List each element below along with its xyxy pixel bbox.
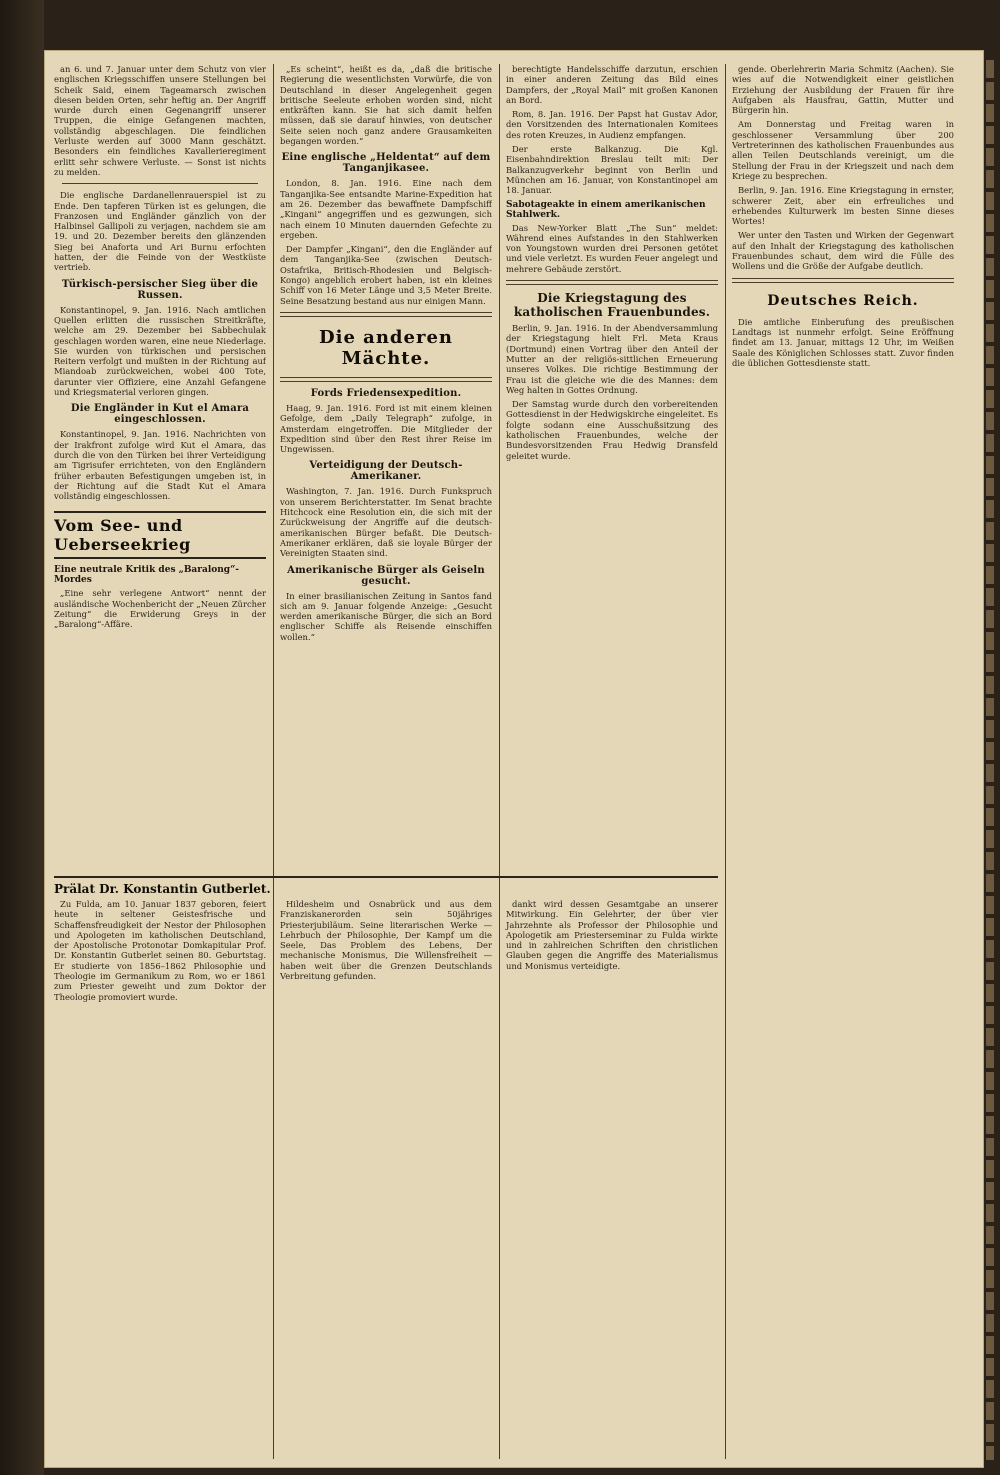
article-text: Konstantinopel, 9. Jan. 1916. Nach amtlichen Quellen erlitten die russischen Streitkräfte, welche am 29. Dezember bei Sabbechulak geschlagen worden waren, eine neue Niederlage. Sie wurden von türkischen und persischen Reitern verfolgt und mußten in der Richtung auf Miandoab zurückweichen, wobei 400 Tote, darunter vier Offiziere, eine Anzahl Gefangene und Kriegsmaterial verloren gingen.	[54, 304, 266, 398]
column-4	[732, 64, 954, 1459]
newspaper-page	[44, 50, 984, 1468]
article-headline: Die Engländer in Kut el Amara eingeschlossen.	[70, 403, 250, 426]
article-text: an 6. und 7. Januar unter dem Schutz von vier englischen Kriegsschiffen unsere Stellungen bei Scheik Said, einem Tageamarsch zwischen diesen beiden Orten, sehr heftig an. Der Angriff wurde durch einen Gegenangriff unserer Truppen, die einige Gefangenen machten, vollständig abgeschlagen. Die feindlichen Verluste werden auf 3000 Mann geschätzt. Besonders ein feindliches Kavallerieregiment erlitt sehr schwere Verluste. — Sonst ist nichts zu melden.	[54, 64, 266, 177]
article-text: Haag, 9. Jan. 1916. Ford ist mit einem kleinen Gefolge, dem „Daily Telegraph“ zufolge, in Amsterdam eingetroffen. Die Mitglieder der Expedition sind über den Rest ihrer Reise im Ungewissen.	[280, 402, 492, 455]
column-rule	[725, 64, 726, 1459]
article-text: Das New-Yorker Blatt „The Sun“ meldet: Während eines Aufstandes in den Stahlwerken von Youngstown wurden drei Personen getötet und viele verletzt. Es wurden Feuer angelegt und mehrere Gebäude zerstört.	[506, 222, 718, 274]
article-headline: Prälat Dr. Konstantin Gutberlet.	[54, 882, 271, 896]
article-headline: Verteidigung der Deutsch-Amerikaner.	[309, 460, 463, 483]
article-text: Wer unter den Tasten und Wirken der Gegenwart auf den Inhalt der Kriegstagung des katholischen Frauenbundes schaut, dem wird die Fülle des Wollens und die Größe der Aufgabe deutlich.	[732, 230, 954, 272]
scan-binding-edge	[986, 60, 994, 1460]
article-text: Hildesheim und Osnabrück und aus dem Franziskanerorden sein 50jähriges Priesterjubiläum. Seine literarischen Werke — Lehrbuch der Philosophie, Der Kampf um die Seele, Das Problem des Lebens, Der mechanische Monismus, Die Willensfreiheit — haben weit über die Grenzen Deutschlands Verbreitung gefunden.	[280, 899, 492, 982]
column-1	[54, 64, 266, 1459]
column-rule	[499, 64, 500, 1459]
column-2	[280, 64, 492, 1459]
article-text: Der erste Balkanzug. Die Kgl. Eisenbahndirektion Breslau teilt mit: Der Balkanzugverkehr beginnt von Berlin und München am 16. Januar, von Konstantinopel am 18. Januar.	[506, 144, 718, 196]
article-text: „Es scheint“, heißt es da, „daß die britische Regierung die wesentlichsten Vorwürfe, die von Deutschland in dieser Angelegenheit gegen britische Seeleute erhoben worden sind, nicht entkräften kann. Sie hat sich damit helfen müssen, daß sie darauf hinwies, von deutscher Seite seien noch ganz andere Grausamkeiten begangen worden.“	[280, 64, 492, 147]
divider	[506, 280, 718, 285]
article-text: Berlin, 9. Jan. 1916. Eine Kriegstagung in ernster, schwerer Zeit, aber ein erfreuliches und erhebendes Kulturwerk im besten Sinne dieses Wortes!	[732, 185, 954, 227]
article-text: Der Samstag wurde durch den vorbereitenden Gottesdienst in der Hedwigskirche eingeleitet. Es folgte sodann eine Ausschußsitzung des katholischen Frauenbundes, welche der Bundesvorsitzenden Frau Hedwig Dransfeld geleitet wurde.	[506, 399, 718, 461]
article-text: dankt wird dessen Gesamtgabe an unserer Mitwirkung. Ein Gelehrter, der über vier Jahrzehnte als Professor der Philosophie und Apologetik am Priesterseminar zu Fulda wirkte und in zahlreichen Schriften den christlichen Glauben gegen die Angriffe des Materialismus und Monismus verteidigte.	[506, 899, 718, 971]
article-headline: Sabotageakte in einem amerikanischen Stahlwerk.	[506, 199, 706, 220]
divider	[732, 278, 954, 283]
article-text: Konstantinopel, 9. Jan. 1916. Nachrichten von der Irakfront zufolge wird Kut el Amara, das durch die von den Türken bei ihrer Verteidigung am Tigrisufer errichteten, von den Engländern früher erbauten Befestigungen umgeben ist, in der Richtung auf die Stadt Kut el Amara vollständig eingeschlossen.	[54, 429, 266, 502]
section-heading: Deutsches Reich.	[767, 292, 919, 309]
article-text: „Eine sehr verlegene Antwort“ nennt der ausländische Wochenbericht der „Neuen Zürcher Zeitung“ die Erwiderung Greys in der „Baralong“-Affäre.	[54, 588, 266, 630]
article-headline: Amerikanische Bürger als Geiseln gesucht.	[287, 564, 485, 587]
article-text: In einer brasilianischen Zeitung in Santos fand sich am 9. Januar folgende Anzeige: „Gesucht werden amerikanische Bürger, die sich an Bord englischer Schiffe als Reisende einschiffen wollen.“	[280, 590, 492, 642]
article-text: Der Dampfer „Kingani“, den die Engländer auf dem Tanganjika-See (zwischen Deutsch-Ostafrika, Britisch-Rhodesien und Belgisch-Kongo) angeblich erobert haben, ist ein kleines Schiff von 16 Meter Länge und 3,5 Meter Breite. Seine Besatzung bestand aus nur einigen Mann.	[280, 244, 492, 306]
divider	[62, 183, 258, 184]
column-rule	[273, 64, 274, 1459]
article-text: Am Donnerstag und Freitag waren in geschlossener Versammlung über 200 Vertreterinnen des katholischen Frauenbundes aus allen Teilen Deutschlands vereinigt, um die Stellung der Frau in der Kriegszeit und nach dem Kriege zu besprechen.	[732, 119, 954, 181]
section-heading: Die anderen Mächte.	[319, 326, 453, 369]
gutberlet-article	[54, 876, 718, 1006]
article-text: Rom, 8. Jan. 1916. Der Papst hat Gustav Ador, den Vorsitzenden des Internationalen Komitees des roten Kreuzes, in Audienz empfangen.	[506, 109, 718, 140]
article-text: Berlin, 9. Jan. 1916. In der Abendversammlung der Kriegstagung hielt Frl. Meta Kraus (Dortmund) einen Vortrag über den Anteil der Mutter an der religiös-sittlichen Erneuerung unseres Volkes. Die richtige Bestimmung der Frau ist die gleiche wie die des Mannes: dem Weg halten in Gottes Ordnung.	[506, 323, 718, 395]
article-text: Die amtliche Einberufung des preußischen Landtags ist nunmehr erfolgt. Seine Eröffnung findet am 13. Januar, mittags 12 Uhr, im Weißen Saale des Königlichen Schlosses statt. Zuvor finden die üblichen Gottesdienste statt.	[732, 316, 954, 368]
article-text: gende. Oberlehrerin Maria Schmitz (Aachen). Sie wies auf die Notwendigkeit einer geistlichen Erziehung der Ausbildung der Frauen für ihre Aufgaben als Hausfrau, Gattin, Mutter und Bürgerin hin.	[732, 64, 954, 116]
article-headline: Türkisch-persischer Sieg über die Russen.	[61, 278, 259, 301]
article-headline: Fords Friedensexpedition.	[310, 387, 462, 399]
article-text: Washington, 7. Jan. 1916. Durch Funkspruch von unserem Berichterstatter. Im Senat brachte Hitchcock eine Resolution ein, die sich mit der Zurückweisung der Angriffe auf die deutsch-amerikanischen Bürger befaßt. Die Deutsch-Amerikaner erklären, daß sie loyale Bürger der Vereinigten Staaten sind.	[280, 486, 492, 559]
article-text: Zu Fulda, am 10. Januar 1837 geboren, feiert heute in seltener Geistesfrische und Schaffensfreudigkeit der Nestor der Philosophen und Apologeten im katholischen Deutschland, der Apostolische Protonotar Domkapitular Prof. Dr. Konstantin Gutberlet seinen 80. Geburtstag. Er studierte von 1856–1862 Philosophie und Theologie im Germanikum zu Rom, wo er 1861 zum Priester geweiht und zum Doktor der Theologie promoviert wurde.	[54, 899, 266, 1002]
article-text: Die englische Dardanellenrauerspiel ist zu Ende. Den tapferen Türken ist es gelungen, die Franzosen und Engländer gänzlich von der Halbinsel Gallipoli zu verjagen, nachdem sie am 19. und 20. Dezember bereits den glänzenden Sieg bei Anaforta und Ari Burnu erfochten hatten, der die Feinde von der Westküste vertrieb.	[54, 190, 266, 273]
article-headline: Eine neutrale Kritik des „Baralong“-Mordes	[54, 565, 240, 586]
divider	[280, 377, 492, 382]
scan-edge-left	[0, 0, 44, 1475]
article-text: berechtigte Handelsschiffe darzutun, erschien in einer anderen Zeitung das Bild eines Dampfers, der „Royal Mail“ mit großen Kanonen an Bord.	[506, 64, 718, 105]
column-3	[506, 64, 718, 1459]
section-heading: Vom See- und Ueberseekrieg	[54, 511, 266, 559]
article-headline: Die Kriegstagung des katholischen Frauenbundes.	[513, 291, 711, 320]
article-text: London, 8. Jan. 1916. Eine nach dem Tanganjika-See entsandte Marine-Expedition hat am 26. Dezember das bewaffnete Dampfschiff „Kingani“ angegriffen und es gezwungen, sich nach einem 10 Minuten dauernden Gefechte zu ergeben.	[280, 178, 492, 240]
divider	[280, 312, 492, 317]
article-headline: Eine englische „Heldentat“ auf dem Tanganjikasee.	[281, 152, 491, 175]
